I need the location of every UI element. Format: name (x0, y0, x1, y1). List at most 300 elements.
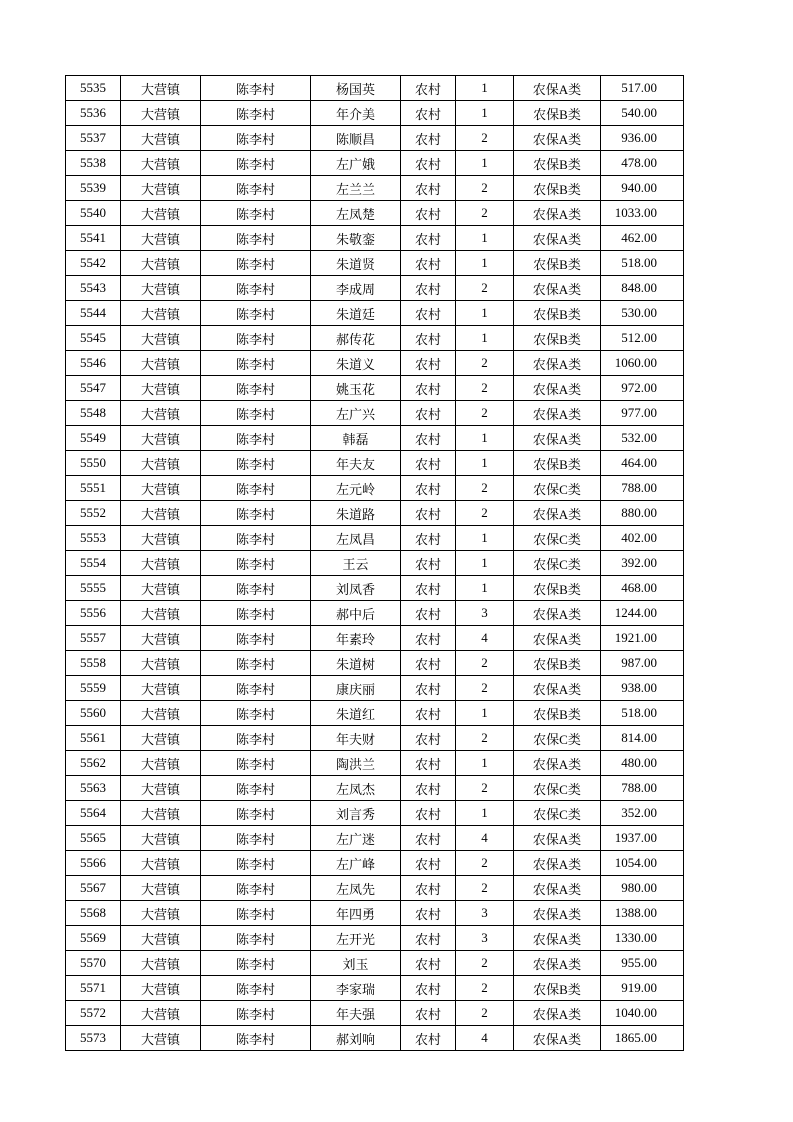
cell-count: 3 (456, 926, 514, 951)
cell-village: 陈李村 (201, 76, 311, 101)
cell-category: 农保A类 (514, 751, 601, 776)
cell-count: 2 (456, 126, 514, 151)
cell-town: 大营镇 (121, 776, 201, 801)
cell-town: 大营镇 (121, 976, 201, 1001)
cell-town: 大营镇 (121, 276, 201, 301)
cell-amount: 788.00 (601, 776, 684, 801)
cell-count: 2 (456, 476, 514, 501)
cell-category: 农保A类 (514, 351, 601, 376)
table-row (66, 651, 684, 676)
cell-residence: 农村 (401, 551, 456, 576)
cell-serial: 5571 (66, 976, 121, 1001)
table-row (66, 926, 684, 951)
cell-count: 2 (456, 276, 514, 301)
cell-town: 大营镇 (121, 226, 201, 251)
cell-serial: 5553 (66, 526, 121, 551)
cell-village: 陈李村 (201, 151, 311, 176)
cell-serial: 5558 (66, 651, 121, 676)
table-row (66, 326, 684, 351)
table-row (66, 376, 684, 401)
cell-amount: 1244.00 (601, 601, 684, 626)
cell-serial: 5543 (66, 276, 121, 301)
cell-village: 陈李村 (201, 1001, 311, 1026)
cell-residence: 农村 (401, 1001, 456, 1026)
cell-amount: 540.00 (601, 101, 684, 126)
cell-serial: 5550 (66, 451, 121, 476)
cell-serial: 5549 (66, 426, 121, 451)
cell-amount: 955.00 (601, 951, 684, 976)
cell-serial: 5566 (66, 851, 121, 876)
cell-village: 陈李村 (201, 501, 311, 526)
cell-amount: 938.00 (601, 676, 684, 701)
cell-village: 陈李村 (201, 926, 311, 951)
cell-residence: 农村 (401, 526, 456, 551)
cell-village: 陈李村 (201, 351, 311, 376)
cell-serial: 5535 (66, 76, 121, 101)
cell-residence: 农村 (401, 701, 456, 726)
cell-serial: 5540 (66, 201, 121, 226)
cell-category: 农保C类 (514, 776, 601, 801)
cell-category: 农保C类 (514, 801, 601, 826)
table-row (66, 1001, 684, 1026)
cell-amount: 1388.00 (601, 901, 684, 926)
cell-residence: 农村 (401, 751, 456, 776)
cell-village: 陈李村 (201, 201, 311, 226)
cell-name: 陈顺昌 (311, 126, 401, 151)
table-row (66, 751, 684, 776)
cell-name: 左开光 (311, 926, 401, 951)
cell-town: 大营镇 (121, 126, 201, 151)
cell-town: 大营镇 (121, 526, 201, 551)
cell-name: 左凤杰 (311, 776, 401, 801)
cell-category: 农保B类 (514, 451, 601, 476)
cell-town: 大营镇 (121, 501, 201, 526)
cell-name: 左广峰 (311, 851, 401, 876)
cell-category: 农保A类 (514, 201, 601, 226)
cell-village: 陈李村 (201, 751, 311, 776)
cell-count: 4 (456, 626, 514, 651)
cell-town: 大营镇 (121, 201, 201, 226)
cell-count: 4 (456, 1026, 514, 1051)
cell-count: 2 (456, 176, 514, 201)
cell-town: 大营镇 (121, 76, 201, 101)
cell-town: 大营镇 (121, 351, 201, 376)
cell-town: 大营镇 (121, 101, 201, 126)
cell-amount: 1033.00 (601, 201, 684, 226)
cell-count: 2 (456, 376, 514, 401)
cell-name: 左凤先 (311, 876, 401, 901)
table-row (66, 351, 684, 376)
cell-serial: 5544 (66, 301, 121, 326)
cell-category: 农保B类 (514, 576, 601, 601)
cell-name: 韩磊 (311, 426, 401, 451)
cell-amount: 1054.00 (601, 851, 684, 876)
cell-serial: 5536 (66, 101, 121, 126)
cell-serial: 5552 (66, 501, 121, 526)
cell-serial: 5547 (66, 376, 121, 401)
cell-residence: 农村 (401, 176, 456, 201)
cell-category: 农保B类 (514, 651, 601, 676)
cell-residence: 农村 (401, 576, 456, 601)
cell-count: 2 (456, 726, 514, 751)
cell-town: 大营镇 (121, 601, 201, 626)
cell-village: 陈李村 (201, 851, 311, 876)
cell-village: 陈李村 (201, 526, 311, 551)
cell-amount: 1937.00 (601, 826, 684, 851)
cell-serial: 5569 (66, 926, 121, 951)
cell-amount: 936.00 (601, 126, 684, 151)
cell-village: 陈李村 (201, 376, 311, 401)
cell-town: 大营镇 (121, 301, 201, 326)
cell-town: 大营镇 (121, 901, 201, 926)
cell-serial: 5562 (66, 751, 121, 776)
cell-amount: 352.00 (601, 801, 684, 826)
cell-category: 农保A类 (514, 501, 601, 526)
cell-amount: 814.00 (601, 726, 684, 751)
cell-serial: 5573 (66, 1026, 121, 1051)
cell-serial: 5560 (66, 701, 121, 726)
cell-serial: 5559 (66, 676, 121, 701)
table-row (66, 201, 684, 226)
cell-village: 陈李村 (201, 951, 311, 976)
table-row (66, 901, 684, 926)
cell-town: 大营镇 (121, 576, 201, 601)
cell-serial: 5548 (66, 401, 121, 426)
cell-serial: 5561 (66, 726, 121, 751)
cell-name: 康庆丽 (311, 676, 401, 701)
cell-amount: 512.00 (601, 326, 684, 351)
cell-name: 年四勇 (311, 901, 401, 926)
cell-category: 农保B类 (514, 976, 601, 1001)
cell-village: 陈李村 (201, 626, 311, 651)
cell-residence: 农村 (401, 376, 456, 401)
table-row (66, 301, 684, 326)
cell-name: 朱道路 (311, 501, 401, 526)
cell-category: 农保A类 (514, 951, 601, 976)
cell-town: 大营镇 (121, 876, 201, 901)
cell-village: 陈李村 (201, 276, 311, 301)
cell-village: 陈李村 (201, 776, 311, 801)
table-row (66, 126, 684, 151)
cell-category: 农保B类 (514, 101, 601, 126)
cell-residence: 农村 (401, 451, 456, 476)
cell-village: 陈李村 (201, 101, 311, 126)
cell-village: 陈李村 (201, 676, 311, 701)
cell-residence: 农村 (401, 276, 456, 301)
cell-count: 2 (456, 776, 514, 801)
cell-village: 陈李村 (201, 576, 311, 601)
cell-count: 2 (456, 676, 514, 701)
cell-category: 农保A类 (514, 926, 601, 951)
table-row (66, 251, 684, 276)
table-row (66, 451, 684, 476)
cell-village: 陈李村 (201, 401, 311, 426)
table-row (66, 976, 684, 1001)
cell-category: 农保C类 (514, 551, 601, 576)
cell-serial: 5557 (66, 626, 121, 651)
cell-count: 1 (456, 551, 514, 576)
table-row (66, 601, 684, 626)
cell-category: 农保C类 (514, 476, 601, 501)
cell-amount: 940.00 (601, 176, 684, 201)
table-row (66, 776, 684, 801)
cell-town: 大营镇 (121, 726, 201, 751)
cell-residence: 农村 (401, 426, 456, 451)
cell-town: 大营镇 (121, 401, 201, 426)
cell-town: 大营镇 (121, 801, 201, 826)
cell-amount: 480.00 (601, 751, 684, 776)
cell-residence: 农村 (401, 876, 456, 901)
cell-residence: 农村 (401, 351, 456, 376)
cell-category: 农保A类 (514, 401, 601, 426)
cell-serial: 5565 (66, 826, 121, 851)
cell-town: 大营镇 (121, 426, 201, 451)
cell-count: 1 (456, 526, 514, 551)
cell-residence: 农村 (401, 101, 456, 126)
cell-category: 农保A类 (514, 1026, 601, 1051)
cell-town: 大营镇 (121, 476, 201, 501)
cell-town: 大营镇 (121, 551, 201, 576)
cell-residence: 农村 (401, 151, 456, 176)
cell-amount: 788.00 (601, 476, 684, 501)
cell-serial: 5546 (66, 351, 121, 376)
cell-residence: 农村 (401, 651, 456, 676)
cell-name: 陶洪兰 (311, 751, 401, 776)
table-row (66, 151, 684, 176)
cell-residence: 农村 (401, 1026, 456, 1051)
cell-amount: 468.00 (601, 576, 684, 601)
cell-count: 2 (456, 876, 514, 901)
cell-town: 大营镇 (121, 751, 201, 776)
records-table (65, 75, 684, 1051)
cell-village: 陈李村 (201, 426, 311, 451)
cell-town: 大营镇 (121, 451, 201, 476)
cell-amount: 1060.00 (601, 351, 684, 376)
cell-serial: 5568 (66, 901, 121, 926)
cell-village: 陈李村 (201, 326, 311, 351)
table-row (66, 726, 684, 751)
cell-residence: 农村 (401, 851, 456, 876)
cell-amount: 1921.00 (601, 626, 684, 651)
cell-category: 农保B类 (514, 251, 601, 276)
table-row (66, 576, 684, 601)
cell-amount: 977.00 (601, 401, 684, 426)
cell-name: 李家瑞 (311, 976, 401, 1001)
cell-serial: 5538 (66, 151, 121, 176)
table-row (66, 1026, 684, 1051)
table-row (66, 226, 684, 251)
cell-serial: 5551 (66, 476, 121, 501)
cell-residence: 农村 (401, 251, 456, 276)
cell-name: 刘玉 (311, 951, 401, 976)
cell-residence: 农村 (401, 626, 456, 651)
cell-category: 农保A类 (514, 851, 601, 876)
cell-amount: 980.00 (601, 876, 684, 901)
cell-name: 朱道树 (311, 651, 401, 676)
cell-residence: 农村 (401, 926, 456, 951)
cell-category: 农保A类 (514, 426, 601, 451)
cell-count: 1 (456, 701, 514, 726)
cell-town: 大营镇 (121, 1001, 201, 1026)
cell-serial: 5555 (66, 576, 121, 601)
cell-count: 1 (456, 76, 514, 101)
cell-residence: 农村 (401, 826, 456, 851)
cell-count: 2 (456, 851, 514, 876)
cell-town: 大营镇 (121, 701, 201, 726)
cell-town: 大营镇 (121, 176, 201, 201)
cell-category: 农保A类 (514, 901, 601, 926)
cell-count: 1 (456, 426, 514, 451)
table-row (66, 951, 684, 976)
cell-village: 陈李村 (201, 451, 311, 476)
cell-residence: 农村 (401, 126, 456, 151)
cell-village: 陈李村 (201, 476, 311, 501)
cell-town: 大营镇 (121, 651, 201, 676)
cell-amount: 1330.00 (601, 926, 684, 951)
cell-count: 1 (456, 326, 514, 351)
table-row (66, 801, 684, 826)
cell-village: 陈李村 (201, 651, 311, 676)
cell-category: 农保B类 (514, 326, 601, 351)
cell-category: 农保A类 (514, 276, 601, 301)
cell-name: 左广兴 (311, 401, 401, 426)
cell-name: 年素玲 (311, 626, 401, 651)
cell-residence: 农村 (401, 76, 456, 101)
cell-residence: 农村 (401, 726, 456, 751)
cell-count: 1 (456, 226, 514, 251)
cell-name: 刘凤香 (311, 576, 401, 601)
table-row (66, 626, 684, 651)
cell-count: 2 (456, 1001, 514, 1026)
cell-village: 陈李村 (201, 176, 311, 201)
cell-residence: 农村 (401, 601, 456, 626)
table-row (66, 176, 684, 201)
cell-residence: 农村 (401, 801, 456, 826)
cell-category: 农保A类 (514, 601, 601, 626)
cell-town: 大营镇 (121, 326, 201, 351)
cell-amount: 532.00 (601, 426, 684, 451)
cell-category: 农保A类 (514, 376, 601, 401)
cell-residence: 农村 (401, 326, 456, 351)
cell-amount: 530.00 (601, 301, 684, 326)
cell-residence: 农村 (401, 776, 456, 801)
cell-category: 农保C类 (514, 526, 601, 551)
cell-village: 陈李村 (201, 1026, 311, 1051)
cell-name: 年夫财 (311, 726, 401, 751)
cell-village: 陈李村 (201, 801, 311, 826)
cell-count: 1 (456, 801, 514, 826)
cell-amount: 518.00 (601, 701, 684, 726)
cell-name: 年夫强 (311, 1001, 401, 1026)
cell-name: 左元岭 (311, 476, 401, 501)
table-row (66, 876, 684, 901)
cell-serial: 5564 (66, 801, 121, 826)
cell-serial: 5554 (66, 551, 121, 576)
table-row (66, 401, 684, 426)
cell-amount: 880.00 (601, 501, 684, 526)
cell-count: 3 (456, 901, 514, 926)
table-row (66, 551, 684, 576)
cell-serial: 5570 (66, 951, 121, 976)
cell-category: 农保A类 (514, 226, 601, 251)
cell-name: 左广迷 (311, 826, 401, 851)
cell-residence: 农村 (401, 976, 456, 1001)
cell-amount: 972.00 (601, 376, 684, 401)
records-table-body (66, 76, 684, 1051)
cell-amount: 402.00 (601, 526, 684, 551)
cell-name: 王云 (311, 551, 401, 576)
cell-count: 1 (456, 151, 514, 176)
cell-residence: 农村 (401, 401, 456, 426)
cell-amount: 517.00 (601, 76, 684, 101)
cell-count: 1 (456, 451, 514, 476)
cell-name: 年夫友 (311, 451, 401, 476)
cell-count: 1 (456, 301, 514, 326)
cell-count: 2 (456, 401, 514, 426)
cell-town: 大营镇 (121, 1026, 201, 1051)
cell-category: 农保A类 (514, 126, 601, 151)
cell-count: 2 (456, 976, 514, 1001)
cell-name: 朱道廷 (311, 301, 401, 326)
table-row (66, 851, 684, 876)
cell-village: 陈李村 (201, 251, 311, 276)
cell-town: 大营镇 (121, 251, 201, 276)
cell-name: 左兰兰 (311, 176, 401, 201)
cell-count: 2 (456, 351, 514, 376)
cell-name: 朱敬銮 (311, 226, 401, 251)
cell-town: 大营镇 (121, 676, 201, 701)
cell-count: 1 (456, 751, 514, 776)
cell-name: 李成周 (311, 276, 401, 301)
cell-serial: 5567 (66, 876, 121, 901)
cell-serial: 5563 (66, 776, 121, 801)
cell-amount: 462.00 (601, 226, 684, 251)
cell-category: 农保A类 (514, 676, 601, 701)
cell-count: 4 (456, 826, 514, 851)
cell-amount: 919.00 (601, 976, 684, 1001)
cell-residence: 农村 (401, 901, 456, 926)
cell-amount: 848.00 (601, 276, 684, 301)
cell-town: 大营镇 (121, 951, 201, 976)
cell-name: 杨国英 (311, 76, 401, 101)
cell-name: 郝刘响 (311, 1026, 401, 1051)
table-row (66, 501, 684, 526)
cell-town: 大营镇 (121, 376, 201, 401)
cell-count: 2 (456, 501, 514, 526)
cell-count: 1 (456, 101, 514, 126)
cell-name: 郝传花 (311, 326, 401, 351)
cell-category: 农保B类 (514, 301, 601, 326)
table-row (66, 826, 684, 851)
cell-residence: 农村 (401, 201, 456, 226)
cell-amount: 987.00 (601, 651, 684, 676)
table-row (66, 676, 684, 701)
cell-name: 左凤昌 (311, 526, 401, 551)
cell-category: 农保A类 (514, 626, 601, 651)
cell-name: 年介美 (311, 101, 401, 126)
table-row (66, 276, 684, 301)
cell-serial: 5556 (66, 601, 121, 626)
table-row (66, 701, 684, 726)
cell-name: 朱道贤 (311, 251, 401, 276)
cell-town: 大营镇 (121, 826, 201, 851)
cell-town: 大营镇 (121, 151, 201, 176)
cell-category: 农保A类 (514, 76, 601, 101)
cell-residence: 农村 (401, 501, 456, 526)
cell-village: 陈李村 (201, 226, 311, 251)
cell-amount: 478.00 (601, 151, 684, 176)
cell-name: 左凤楚 (311, 201, 401, 226)
